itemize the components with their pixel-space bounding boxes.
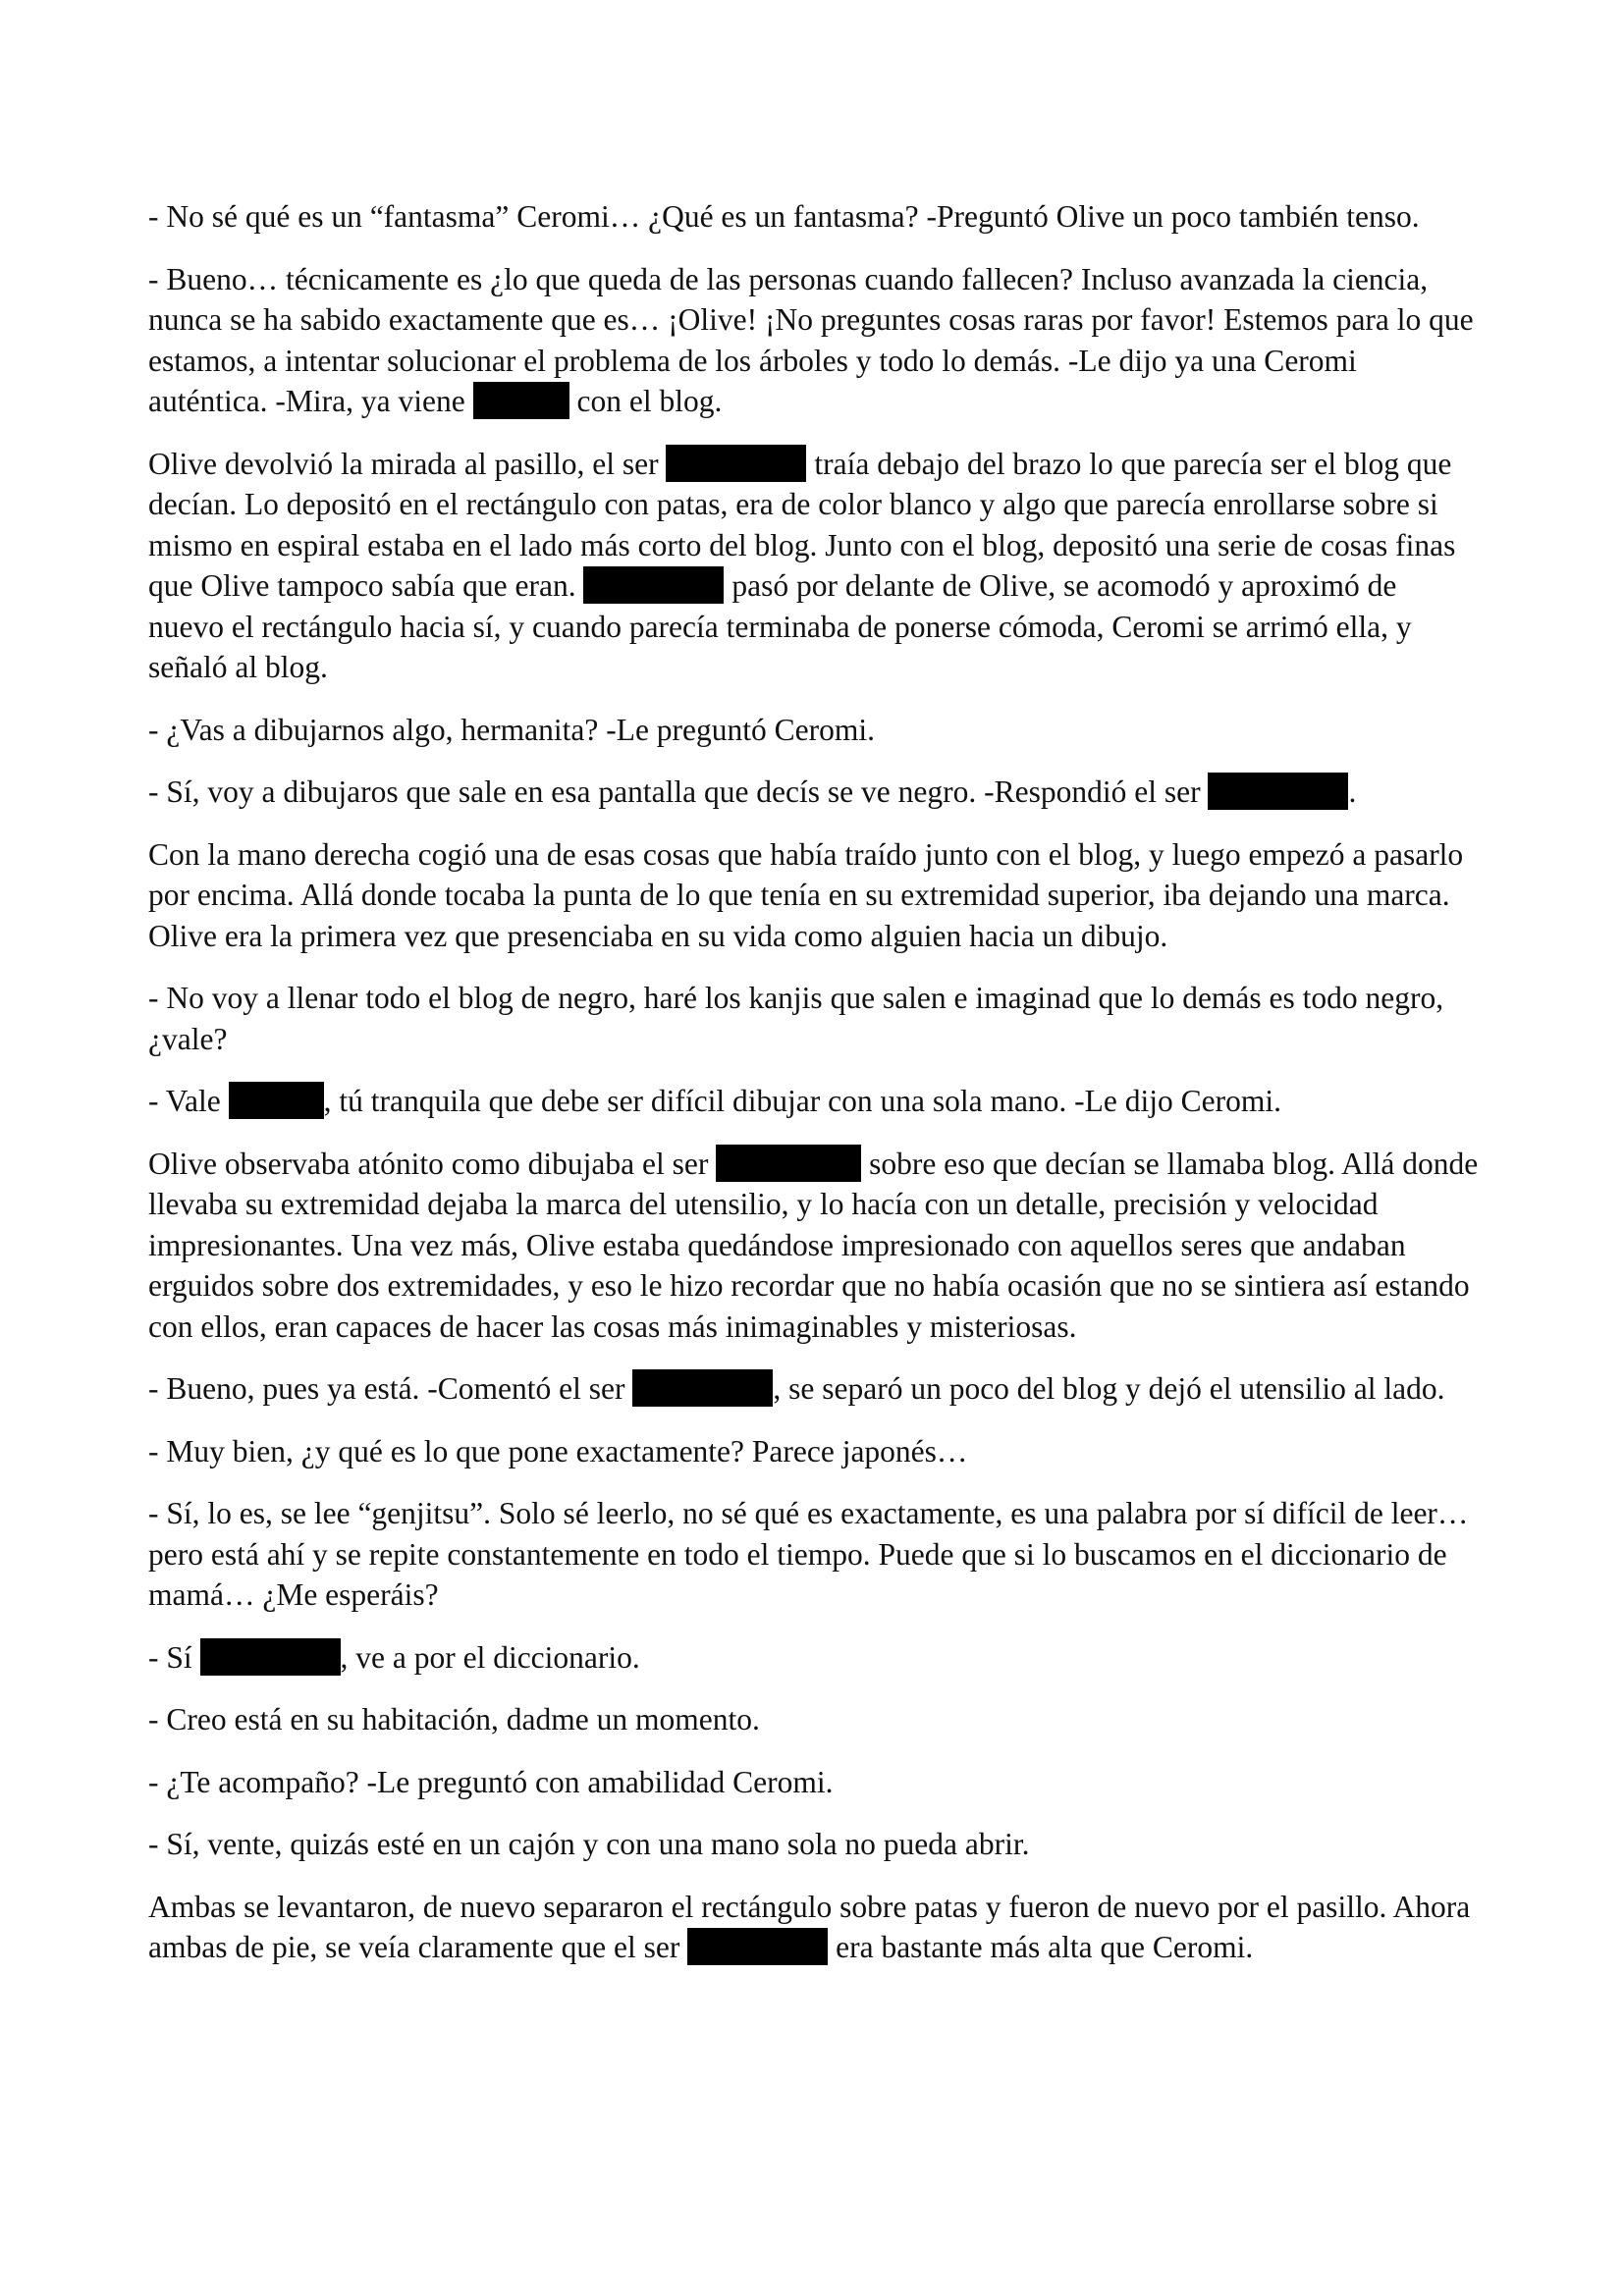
paragraph: - No sé qué es un “fantasma” Ceromi… ¿Qué es un fantasma? -Preguntó Olive un poco también tenso.	[148, 199, 1420, 234]
paragraph: Con la mano derecha cogió una de esas cosas que había traído junto con el blog, y luego empezó a pasarlo por encima. Allá donde tocaba la punta de lo que tenía en su extremidad superior, iba dejando una marca. Olive era la primera vez que presenciaba en su vida como alguien hacia un dibujo.	[148, 836, 1464, 953]
paragraph: Ambas se levantaron, de nuevo separaron el rectángulo sobre patas y fueron de nuevo por el pasillo. Ahora ambas de pie, se veía claramente que el ser era bastante más alta que Ceromi.	[148, 1889, 1471, 1964]
document-page	[148, 196, 1479, 1990]
redaction-bar	[666, 445, 806, 482]
redaction-bar	[583, 566, 724, 604]
redaction-bar	[1208, 773, 1348, 810]
redaction-bar	[473, 382, 569, 419]
paragraph: - Creo está en su habitación, dadme un momento.	[148, 1702, 760, 1736]
paragraph: - Sí , ve a por el diccionario.	[148, 1639, 640, 1675]
paragraph: - Sí, vente, quizás esté en un cajón y con una mano sola no pueda abrir.	[148, 1827, 1030, 1861]
redaction-bar	[716, 1145, 861, 1182]
paragraph: Olive devolvió la mirada al pasillo, el ser traía debajo del brazo lo que parecía ser el blog que decían. Lo depositó en el rectángulo con patas, era de color blanco y algo que parecía enrollarse sobre si mismo en espiral estaba en el lado más corto del blog. Junto con el blog, depositó una serie de cosas finas que Olive tampoco sabía que eran. pasó por delante de Olive, se acomodó y aproximó de nuevo el rectángulo hacia sí, y cuando parecía terminaba de ponerse cómoda, Ceromi se arrimó ella, y señaló al blog.	[148, 446, 1456, 684]
paragraph: - Vale , tú tranquila que debe ser difícil dibujar con una sola mano. -Le dijo Ceromi.	[148, 1084, 1282, 1118]
redaction-bar	[632, 1369, 773, 1407]
paragraph: - Sí, lo es, se lee “genjitsu”. Solo sé leerlo, no sé qué es exactamente, es una palabra por sí difícil de leer… pero está ahí y se repite constantemente en todo el tiempo. Puede que si lo buscamos en el diccionario de mamá… ¿Me esperáis?	[148, 1496, 1469, 1612]
paragraph: - No voy a llenar todo el blog de negro, haré los kanjis que salen e imaginad que lo demás es todo negro, ¿vale?	[148, 981, 1444, 1056]
paragraph: - Muy bien, ¿y qué es lo que pone exactamente? Parece japonés…	[148, 1433, 968, 1468]
redaction-bar	[200, 1638, 341, 1676]
paragraph: - Bueno, pues ya está. -Comentó el ser , se separó un poco del blog y dejó el utensilio al lado.	[148, 1371, 1445, 1406]
paragraph: - Sí, voy a dibujaros que sale en esa pantalla que decís se ve negro. -Respondió el ser .	[148, 774, 1357, 809]
redaction-bar	[687, 1928, 828, 1965]
paragraph: - ¿Vas a dibujarnos algo, hermanita? -Le preguntó Ceromi.	[148, 712, 876, 747]
paragraph: - ¿Te acompaño? -Le preguntó con amabilidad Ceromi.	[148, 1764, 834, 1799]
paragraph: - Bueno… técnicamente es ¿lo que queda de las personas cuando fallecen? Incluso avanzada la ciencia, nunca se ha sabido exactamente que es… ¡Olive! ¡No preguntes cosas raras por favor! Estemos para lo que estamos, a intentar solucionar el problema de los árboles y todo lo demás. -Le dijo ya una Ceromi auténtica. -Mira, ya viene con el blog.	[148, 261, 1474, 418]
redaction-bar	[229, 1082, 324, 1119]
paragraph: Olive observaba atónito como dibujaba el ser sobre eso que decían se llamaba blog. Allá donde llevaba su extremidad dejaba la marca del utensilio, y lo hacía con un detalle, precisión y velocidad impresionantes. Una vez más, Olive estaba quedándose impresionado con aquellos seres que andaban erguidos sobre dos extremidades, y eso le hizo recordar que no había ocasión que no se sintiera así estando con ellos, eran capaces de hacer las cosas más inimaginables y misteriosas.	[148, 1146, 1479, 1344]
